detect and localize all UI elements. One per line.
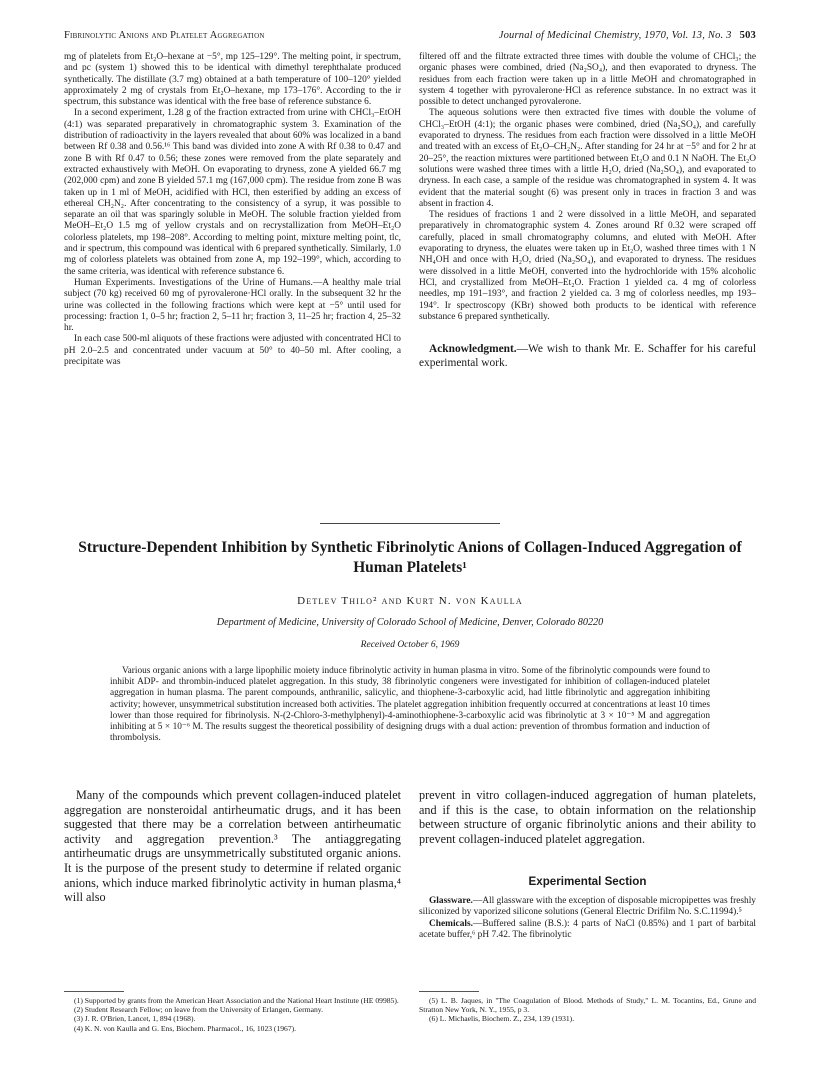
intro-text-left: Many of the compounds which prevent collagen-induced platelet aggregation are nonsteroidal antirheumatic drugs, and it has been suggested that there may be a correlation between antirheumatic activity and aggregation prevention.³ The antiaggregating antirheumatic drugs are unsymmetrically substituted organic anions. It is the purpose of the present study to determine if related organic anions, which induce marked fibrinolytic activity in human plasma,⁴ will also (64, 788, 401, 905)
continued-column-left (64, 52, 401, 368)
running-head-right (499, 30, 756, 41)
footnote: (4) K. N. von Kaulla and G. Ens, Biochem. Pharmacol., 16, 1023 (1967). (74, 1023, 297, 1033)
chemicals-text: —Buffered saline (B.S.): 4 parts of NaCl (0.85%) and 1 part of barbital acetate buffer,⁶ pH 7.42. The fibrinolytic (419, 918, 756, 940)
section-heading: Experimental Section (528, 875, 647, 888)
footnote: (5) L. B. Jaques, in "The Coagulation of Blood. Methods of Study," L. M. Tocantins, Ed., Grune and Stratton New York, N. Y., 1955, p 3. (419, 996, 756, 1015)
running-head (64, 30, 756, 41)
chemicals-paragraph (419, 919, 756, 942)
footnote: (1) Supported by grants from the American Heart Association and the National Heart Institute (HE 09985). (74, 996, 399, 1005)
acknowledgment-heading: Acknowledgment. (429, 343, 517, 356)
acknowledgment (419, 343, 756, 370)
glassware-paragraph (419, 896, 756, 919)
chemicals-heading: Chemicals. (429, 918, 474, 929)
continued-paragraph: The aqueous solutions were then extracted five times with double the volume of CHCl₃–EtOH (4:1); the organic phases were combined, dried (Na₂SO₄), and carefully evaporated to dryness. The residues from each fraction were dissolved in a little MeOH and treated with an excess of Et₂O–CH₂N₂. After standing for 24 hr at −5° and for 2 hr at 20–25°, the reaction mixtures were partitioned between Et₂O and 0.1 N NaOH. The Et₂O solutions were washed three times with a little H₂O, dried (Na₂SO₄), and evaporated to dryness. In each case, a sample of the residue was chromatographed in system 4. It was evident that the material sought (6) was present only in traces in fraction 3 and was absent in fraction 4. (419, 108, 756, 209)
continued-paragraph: In each case 500-ml aliquots of these fractions were adjusted with concentrated HCl to pH 2.0–2.5 and concentrated under vacuum at 50° to 40–50 ml. After cooling, a precipitate was (64, 334, 401, 368)
continued-column-right (419, 52, 756, 370)
continued-paragraph: The residues of fractions 1 and 2 were dissolved in a little MeOH, and separated preparatively in chromatographic system 4. Zones around Rf 0.32 were scraped off carefully, placed in small chromatography columns, and eluted with MeOH. After evaporating to dryness, the eluates were taken up in Et₂O, washed three times with 1 N NH₄OH and once with H₂O, dried (Na₂SO₄), and evaporated to dryness. The residues were dissolved in a little MeOH, converted into the hydrochloride with 15% alcoholic HCl, and crystallized from MeOH–Et₂O. Fraction 1 yielded ca. 4 mg of colorless needles, mp 191–193°, and fraction 2 yielded ca. 3 mg of colorless needles, mp 193–194°. Ir spectroscopy (KBr) showed both products to be identical with reference substance 6 prepared synthetically. (419, 210, 756, 322)
footnote-rule-right (419, 991, 479, 992)
footnote: (3) J. R. O'Brien, Lancet, 1, 894 (1968). (74, 1014, 196, 1024)
abstract: Various organic anions with a large lipophilic moiety induce fibrinolytic activity in human plasma in vitro. Some of the fibrinolytic compounds were found to inhibit ADP- and thrombin-induced platelet aggregation. In this study, 38 fibrinolytic congeners were investigated for inhibition of collagen-induced platelet aggregation in human plasma. The parent compounds, anthranilic, salicylic, and thiophene-3-carboxylic acid, had little fibrinolytic and aggregation inhibiting activity; however, unsymmetrical substitution increased both activities. The platelet aggregation inhibition frequently occurred at concentrations at least 10 times lower than those required for fibrinolysis. N-(2-Chloro-3-methylphenyl)-4-aminothiophene-3-carboxylic acid was fibrinolytic at 3 × 10⁻⁵ M and aggregation inhibiting at 5 × 10⁻⁶ M. The results suggest the theoretical possibility of designing drugs with a dual action: prevention of thrombus formation and induction of thrombolysis. (110, 666, 710, 744)
article-divider (320, 523, 500, 524)
continued-paragraph: mg of platelets from Et₂O–hexane at −5°, mp 125–129°. The melting point, ir spectrum, and pc (system 1) showed this to be identical with dimethyl terephthalate produced synthetically. The distillate (3.7 mg) obtained at a bath temperature of 100–120° yielded approximately 2 mg of crystals from Et₂O–hexane, mp 173–176°. According to the ir spectrum, this substance was identical with the free base of reference substance 6. (64, 52, 401, 108)
received-date: Received October 6, 1969 (360, 640, 460, 650)
running-head-left: Fibrinolytic Anions and Platelet Aggregation (64, 30, 265, 41)
footnotes-left (64, 996, 401, 1033)
experimental-text (419, 896, 756, 941)
article-authors: Detlev Thilo² and Kurt N. von Kaulla (297, 595, 523, 607)
glassware-heading: Glassware. (429, 896, 473, 906)
journal-citation: Journal of Medicinal Chemistry, 1970, Vol. 13, No. 3 (498, 30, 732, 41)
continued-paragraph: In a second experiment, 1.28 g of the fraction extracted from urine with CHCl₃–EtOH (4:1) was separated preparatively in chromatographic system 3. Examination of the distribution of radioactivity in the layers revealed that about 60% was localized in a band between Rf 0.38 and 0.56.¹⁶ This band was divided into zone A with Rf 0.38 to 0.47 and zone B with Rf 0.47 to 0.56; these zones were removed from the plate separately and extracted exhaustively with MeOH. On evaporating to dryness, zone A yielded 66.7 mg (202,000 cpm) and zone B yielded 57.1 mg (167,000 cpm). The residue from zone B was taken up in 1 ml of MeOH, acidified with HCl, then esterified by adding an excess of ethereal CH₂N₂. After concentrating to the consistency of a syrup, it was possible to separate an oil that was sparingly soluble in MeOH. The soluble fraction yielded from MeOH–Et₂O 1.5 mg of yellow crystals and on recrystallization from MeOH–Et₂O colorless platelets, mp 198–208°. According to melting point, mixture melting point, tlc, and ir spectrum, this compound was identical with 6 prepared synthetically. Similarly, 1.0 mg of colorless platelets was obtained from zone A, mp 192–199°, which, according to the same criteria, was identical with reference substance 6. (64, 108, 401, 277)
article-title: Structure-Dependent Inhibition by Synthetic Fibrinolytic Anions of Collagen-Induced Aggregation of Human Platelets¹ (78, 539, 742, 576)
footnote-rule-left (64, 991, 124, 992)
footnotes-right (419, 996, 756, 1024)
page-number: 503 (739, 30, 756, 41)
glassware-text: —All glassware with the exception of disposable micropipettes was freshly siliconized by vaporized silicone solutions (General Electric Drifilm No. S.C.11994).⁵ (419, 896, 756, 918)
article-affiliation: Department of Medicine, University of Colorado School of Medicine, Denver, Colorado 80220 (216, 617, 604, 628)
acknowledgment-text: —We wish to thank Mr. E. Schaffer for his careful experimental work. (419, 343, 756, 369)
footnote: (2) Student Research Fellow; on leave from the University of Erlangen, Germany. (74, 1005, 323, 1015)
intro-text-right: prevent in vitro collagen-induced aggregation of human platelets, and if this is the case, to obtain information on the relationship between structure of organic fibrinolytic anions and their ability to prevent collagen-induced platelet aggregation. (419, 788, 756, 846)
continued-paragraph: Human Experiments. Investigations of the Urine of Humans.—A healthy male trial subject (70 kg) received 60 mg of pyrovalerone·HCl orally. In the subsequent 32 hr the urine was collected in the following fractions which were kept at −5° until used for processing: fraction 1, 0–5 hr; fraction 2, 5–11 hr; fraction 3, 11–25 hr; fraction 4, 25–32 hr. (64, 277, 401, 334)
footnote: (6) L. Michaelis, Biochem. Z., 234, 139 (1931). (429, 1014, 575, 1024)
continued-paragraph: filtered off and the filtrate extracted three times with double the volume of CHCl₃; the organic phases were combined, dried (Na₂SO₄), and then evaporated to dryness. The residues from each fraction were taken up in a little MeOH and chromatographed in system 4 together with pyrovalerone·HCl as reference substance. In no extract was it possible to detect unchanged pyrovalerone. (419, 52, 756, 108)
